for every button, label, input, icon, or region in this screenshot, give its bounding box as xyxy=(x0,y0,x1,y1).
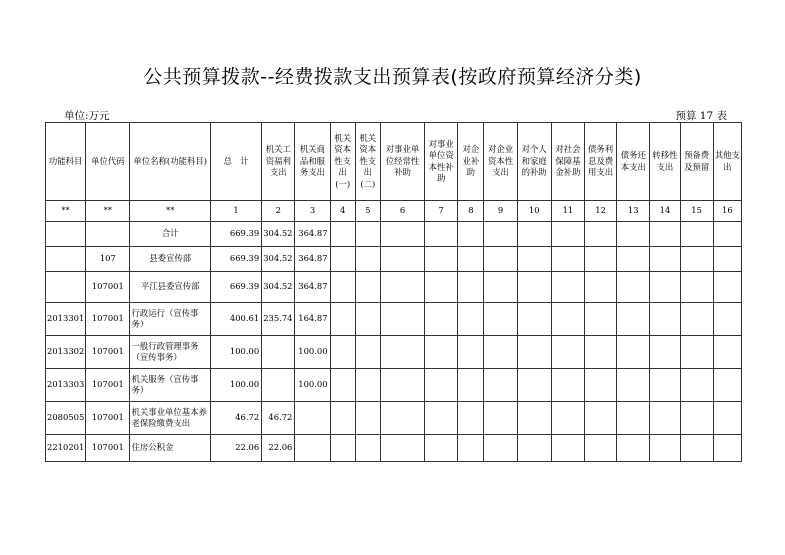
header-cell: 单位代码 xyxy=(86,123,130,201)
total-cell: 22.06 xyxy=(210,435,261,462)
total-cell: 669.39 xyxy=(210,272,261,303)
index-row xyxy=(46,201,742,222)
table-row xyxy=(46,222,742,247)
goods-cell: 100.00 xyxy=(295,336,330,369)
header-cell: 对事业单位资本性补助 xyxy=(425,123,458,201)
header-cell: 功能科目 xyxy=(46,123,86,201)
goods-cell xyxy=(295,402,330,435)
table-row xyxy=(46,336,742,369)
wage-cell: 304.52 xyxy=(262,272,295,303)
header-cell: 债务利息及费用支出 xyxy=(585,123,617,201)
unit-code-cell: 107001 xyxy=(86,402,130,435)
unit-code-cell xyxy=(86,222,130,247)
total-cell: 669.39 xyxy=(210,247,261,272)
index-cell: 15 xyxy=(680,201,713,222)
goods-cell: 364.87 xyxy=(295,247,330,272)
func-code-cell: 2210201 xyxy=(46,435,86,462)
wage-cell: 46.72 xyxy=(262,402,295,435)
func-code-cell xyxy=(46,222,86,247)
header-cell: 对个人和家庭的补助 xyxy=(517,123,551,201)
header-row xyxy=(46,123,742,201)
index-cell: 10 xyxy=(517,201,551,222)
header-cell: 对事业单位经常性补助 xyxy=(380,123,424,201)
unit-label: 单位:万元 xyxy=(64,110,110,122)
header-cell: 对社会保障基金补助 xyxy=(551,123,584,201)
total-cell: 46.72 xyxy=(210,402,261,435)
table-row xyxy=(46,435,742,462)
index-cell: ** xyxy=(86,201,130,222)
table-row xyxy=(46,402,742,435)
page-title: 公共预算拨款--经费拨款支出预算表(按政府预算经济分类) xyxy=(143,66,642,88)
func-code-cell: 2013302 xyxy=(46,336,86,369)
wage-cell xyxy=(262,369,295,402)
goods-cell: 364.87 xyxy=(295,222,330,247)
goods-cell xyxy=(295,435,330,462)
index-cell: 8 xyxy=(458,201,484,222)
unit-code-cell: 107001 xyxy=(86,303,130,336)
func-code-cell xyxy=(46,272,86,303)
index-cell: 11 xyxy=(551,201,584,222)
header-cell: 总 计 xyxy=(210,123,261,201)
func-code-cell: 2013301 xyxy=(46,303,86,336)
unit-name-cell: 机关服务（宣传事务） xyxy=(130,369,210,402)
index-cell: 5 xyxy=(355,201,380,222)
header-cell: 单位名称(功能科目) xyxy=(130,123,210,201)
unit-code-cell: 107001 xyxy=(86,369,130,402)
total-cell: 669.39 xyxy=(210,222,261,247)
header-cell: 对企业资本性支出 xyxy=(484,123,517,201)
goods-cell: 164.87 xyxy=(295,303,330,336)
header-cell: 机关资本性支出(一) xyxy=(330,123,355,201)
unit-code-cell: 107 xyxy=(86,247,130,272)
header-cell: 债务还本支出 xyxy=(617,123,650,201)
unit-name-cell: 合计 xyxy=(130,222,210,247)
wage-cell: 22.06 xyxy=(262,435,295,462)
budget-table xyxy=(45,122,742,462)
table-row xyxy=(46,369,742,402)
goods-cell: 100.00 xyxy=(295,369,330,402)
header-cell: 对企业补助 xyxy=(458,123,484,201)
unit-name-cell: 机关事业单位基本养老保险缴费支出 xyxy=(130,402,210,435)
index-cell: ** xyxy=(130,201,210,222)
table-row xyxy=(46,247,742,272)
unit-code-cell: 107001 xyxy=(86,435,130,462)
table-row xyxy=(46,272,742,303)
total-cell: 100.00 xyxy=(210,336,261,369)
index-cell: 3 xyxy=(295,201,330,222)
index-cell: 2 xyxy=(262,201,295,222)
unit-name-cell: 县委宣传部 xyxy=(130,247,210,272)
header-cell: 机关工资福利支出 xyxy=(262,123,295,201)
index-cell: 14 xyxy=(650,201,680,222)
index-cell: 16 xyxy=(713,201,741,222)
header-cell: 机关商品和服务支出 xyxy=(295,123,330,201)
wage-cell: 235.74 xyxy=(262,303,295,336)
table-number: 预算 17 表 xyxy=(675,110,727,122)
total-cell: 400.61 xyxy=(210,303,261,336)
unit-name-cell: 行政运行（宣传事务） xyxy=(130,303,210,336)
unit-name-cell: 平江县委宣传部 xyxy=(130,272,210,303)
index-cell: 9 xyxy=(484,201,517,222)
index-cell: 6 xyxy=(380,201,424,222)
wage-cell: 304.52 xyxy=(262,247,295,272)
index-cell: ** xyxy=(46,201,86,222)
unit-name-cell: 一般行政管理事务（宣传事务） xyxy=(130,336,210,369)
unit-code-cell: 107001 xyxy=(86,336,130,369)
total-cell: 100.00 xyxy=(210,369,261,402)
index-cell: 7 xyxy=(425,201,458,222)
func-code-cell: 2080505 xyxy=(46,402,86,435)
header-cell: 转移性支出 xyxy=(650,123,680,201)
index-cell: 12 xyxy=(585,201,617,222)
unit-code-cell: 107001 xyxy=(86,272,130,303)
index-cell: 13 xyxy=(617,201,650,222)
header-cell: 其他支出 xyxy=(713,123,741,201)
wage-cell: 304.52 xyxy=(262,222,295,247)
goods-cell: 364.87 xyxy=(295,272,330,303)
index-cell: 1 xyxy=(210,201,261,222)
table-row xyxy=(46,303,742,336)
header-cell: 机关资本性支出(二) xyxy=(355,123,380,201)
wage-cell xyxy=(262,336,295,369)
func-code-cell xyxy=(46,247,86,272)
index-cell: 4 xyxy=(330,201,355,222)
func-code-cell: 2013303 xyxy=(46,369,86,402)
unit-name-cell: 住房公积金 xyxy=(130,435,210,462)
header-cell: 预备费及预留 xyxy=(680,123,713,201)
